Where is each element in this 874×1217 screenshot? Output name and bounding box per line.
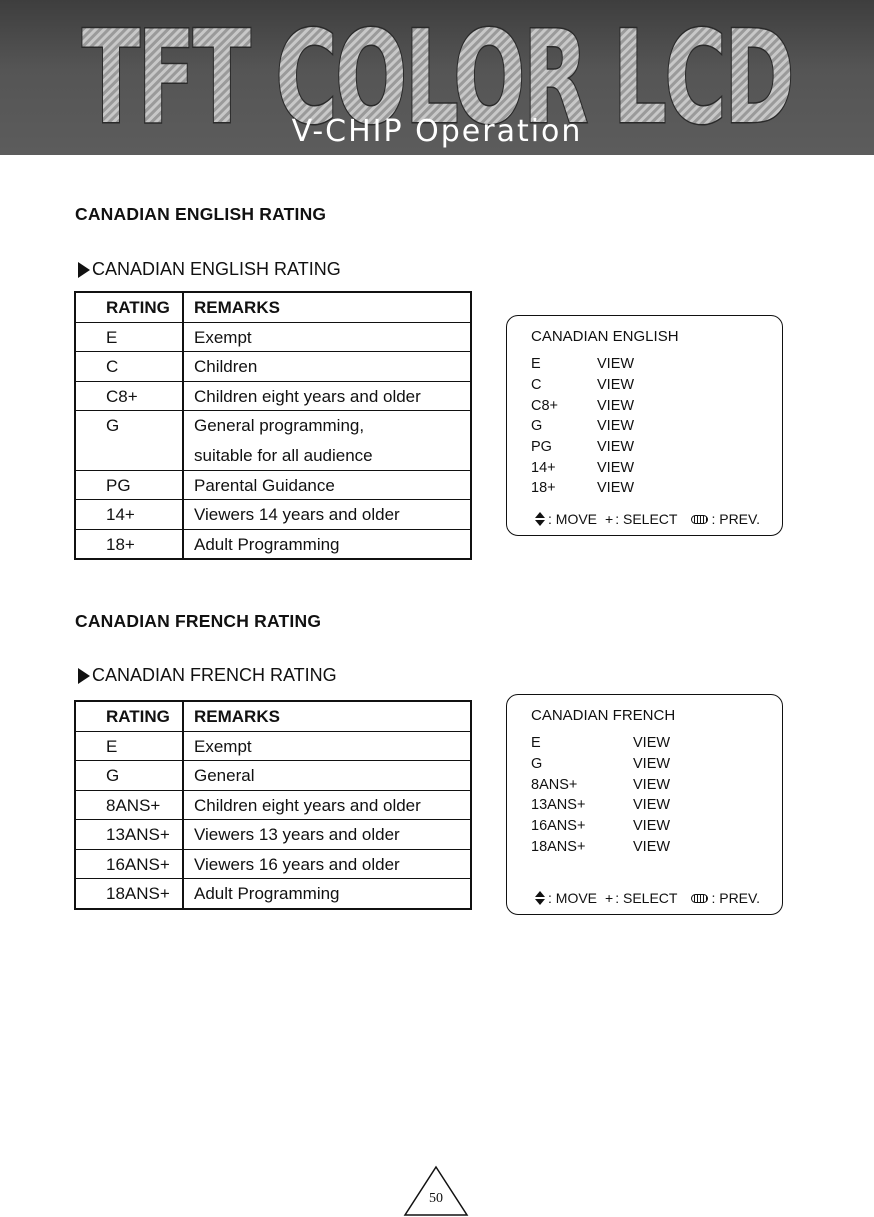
rating-cell: 13ANS+ (106, 825, 170, 844)
remarks-line: Viewers 14 years and older (194, 505, 400, 525)
osd-rating-status: VIEW (633, 776, 671, 793)
table-row (76, 323, 470, 353)
remarks-cell (172, 411, 470, 469)
rating-cell: 18+ (106, 534, 135, 554)
logo-text: TFT COLOR LCD (82, 4, 792, 153)
rating-cell: C (106, 357, 119, 377)
remarks-line: Children eight years and older (194, 795, 421, 815)
up-down-arrow-icon (535, 891, 545, 905)
remarks-line: General (194, 766, 255, 785)
osd-rating-item (531, 754, 670, 775)
osd-footer (535, 890, 760, 906)
rating-cell: 14+ (106, 505, 135, 525)
table-header-row (76, 293, 470, 323)
osd-rating-list (531, 354, 634, 499)
footer-select-label: : SELECT (615, 890, 678, 906)
footer-select-label: : SELECT (615, 511, 678, 527)
triangle-bullet-icon (78, 668, 90, 684)
remarks-cell (172, 850, 470, 879)
footer-move-label: : MOVE (548, 890, 598, 906)
rating-cell: 18ANS+ (106, 884, 170, 903)
remarks-cell (172, 382, 470, 411)
osd-footer (535, 511, 760, 527)
header-rating: RATING (106, 707, 170, 726)
table-row (76, 820, 470, 850)
table-header-row (76, 702, 470, 732)
rating-cell: E (106, 736, 118, 756)
osd-rating-label: 14+ (531, 459, 556, 476)
osd-rating-item (531, 733, 670, 754)
page-header (0, 0, 874, 155)
remarks-cell (172, 352, 470, 381)
english-sub-title-text: CANADIAN ENGLISH RATING (92, 259, 341, 279)
osd-rating-status: VIEW (633, 818, 671, 835)
osd-rating-status: VIEW (597, 418, 635, 435)
table-row (76, 500, 470, 530)
osd-rating-label: E (531, 356, 541, 373)
triangle-bullet-icon (78, 262, 90, 278)
up-down-arrow-icon (535, 512, 545, 526)
osd-rating-label: 13ANS+ (531, 797, 586, 814)
remarks-line: suitable for all audience (194, 445, 373, 465)
osd-rating-label: G (531, 756, 543, 773)
osd-rating-item (531, 437, 634, 458)
osd-rating-item (531, 795, 670, 816)
plus-icon: + (605, 890, 614, 906)
remarks-cell (172, 820, 470, 849)
english-sub-title (78, 259, 341, 280)
osd-rating-item (531, 375, 634, 396)
osd-rating-list (531, 733, 670, 857)
osd-rating-label: C8+ (531, 397, 559, 414)
english-section-title: CANADIAN ENGLISH RATING (75, 204, 327, 224)
table-row (76, 791, 470, 821)
osd-rating-item (531, 354, 634, 375)
remarks-line: Exempt (194, 327, 252, 347)
osd-rating-status: VIEW (633, 756, 671, 773)
header-rating: RATING (106, 298, 170, 317)
table-row (76, 761, 470, 791)
table-row (76, 879, 470, 909)
osd-rating-item (531, 395, 634, 416)
osd-rating-label: 18+ (531, 480, 556, 497)
page-number: 50 (429, 1191, 443, 1206)
remarks-line: Exempt (194, 736, 252, 756)
table-row (76, 471, 470, 501)
osd-rating-status: VIEW (597, 459, 635, 476)
osd-rating-status: VIEW (633, 797, 671, 814)
osd-rating-status: VIEW (633, 735, 671, 752)
osd-rating-label: C (531, 377, 542, 394)
footer-move-label: : MOVE (548, 511, 598, 527)
remarks-line: Children (194, 357, 258, 377)
menu-button-icon (691, 515, 708, 524)
osd-rating-item (531, 836, 670, 857)
footer-prev-label: : PREV. (711, 890, 760, 906)
remarks-cell (172, 323, 470, 352)
rating-cell: G (106, 416, 120, 436)
remarks-cell (172, 761, 470, 790)
osd-rating-item (531, 478, 634, 499)
remarks-cell (172, 732, 470, 761)
remarks-line: Parental Guidance (194, 475, 335, 495)
plus-icon: + (605, 511, 614, 527)
osd-rating-status: VIEW (597, 356, 635, 373)
osd-rating-label: PG (531, 439, 552, 456)
page-subtitle: V-CHIP Operation (291, 114, 583, 149)
rating-cell: C8+ (106, 386, 138, 406)
french-rating-table (74, 700, 472, 910)
rating-cell: PG (106, 475, 131, 495)
header-remarks: REMARKS (194, 298, 280, 317)
english-rating-table (74, 291, 472, 560)
footer-prev-label: : PREV. (711, 511, 760, 527)
osd-title: CANADIAN FRENCH (531, 707, 676, 724)
rating-cell: 8ANS+ (106, 795, 161, 815)
french-sub-title (78, 665, 337, 686)
osd-rating-status: VIEW (597, 377, 635, 394)
osd-title: CANADIAN ENGLISH (531, 328, 679, 345)
osd-rating-label: E (531, 735, 541, 752)
french-section-title: CANADIAN FRENCH RATING (75, 611, 322, 631)
remarks-cell (172, 530, 470, 560)
remarks-line: Viewers 13 years and older (194, 825, 400, 844)
remarks-line: Adult Programming (194, 534, 340, 554)
remarks-line: Viewers 16 years and older (194, 854, 400, 874)
remarks-cell (172, 879, 470, 909)
osd-rating-item (531, 457, 634, 478)
table-row (76, 382, 470, 412)
osd-rating-status: VIEW (597, 439, 635, 456)
remarks-cell (172, 471, 470, 500)
header-remarks: REMARKS (194, 707, 280, 726)
rating-cell: 16ANS+ (106, 854, 170, 874)
osd-rating-label: G (531, 418, 543, 435)
french-osd-menu (506, 694, 783, 915)
remarks-cell (172, 500, 470, 529)
table-row (76, 352, 470, 382)
remarks-line: Children eight years and older (194, 386, 421, 406)
osd-rating-status: VIEW (597, 480, 635, 497)
osd-rating-item (531, 816, 670, 837)
table-row (76, 850, 470, 880)
osd-rating-label: 16ANS+ (531, 818, 586, 835)
rating-cell: E (106, 327, 118, 347)
remarks-line: Adult Programming (194, 884, 340, 903)
osd-rating-label: 8ANS+ (531, 776, 578, 793)
table-row (76, 411, 470, 470)
table-row (76, 530, 470, 560)
osd-rating-status: VIEW (597, 397, 635, 414)
remarks-cell (172, 791, 470, 820)
osd-rating-item (531, 416, 634, 437)
french-sub-title-text: CANADIAN FRENCH RATING (92, 665, 337, 685)
english-osd-menu (506, 315, 783, 536)
table-row (76, 732, 470, 762)
osd-rating-item (531, 774, 670, 795)
osd-rating-label: 18ANS+ (531, 838, 586, 855)
remarks-line: General programming, (194, 416, 365, 436)
rating-cell: G (106, 766, 120, 785)
osd-rating-status: VIEW (633, 838, 671, 855)
menu-button-icon (691, 894, 708, 903)
